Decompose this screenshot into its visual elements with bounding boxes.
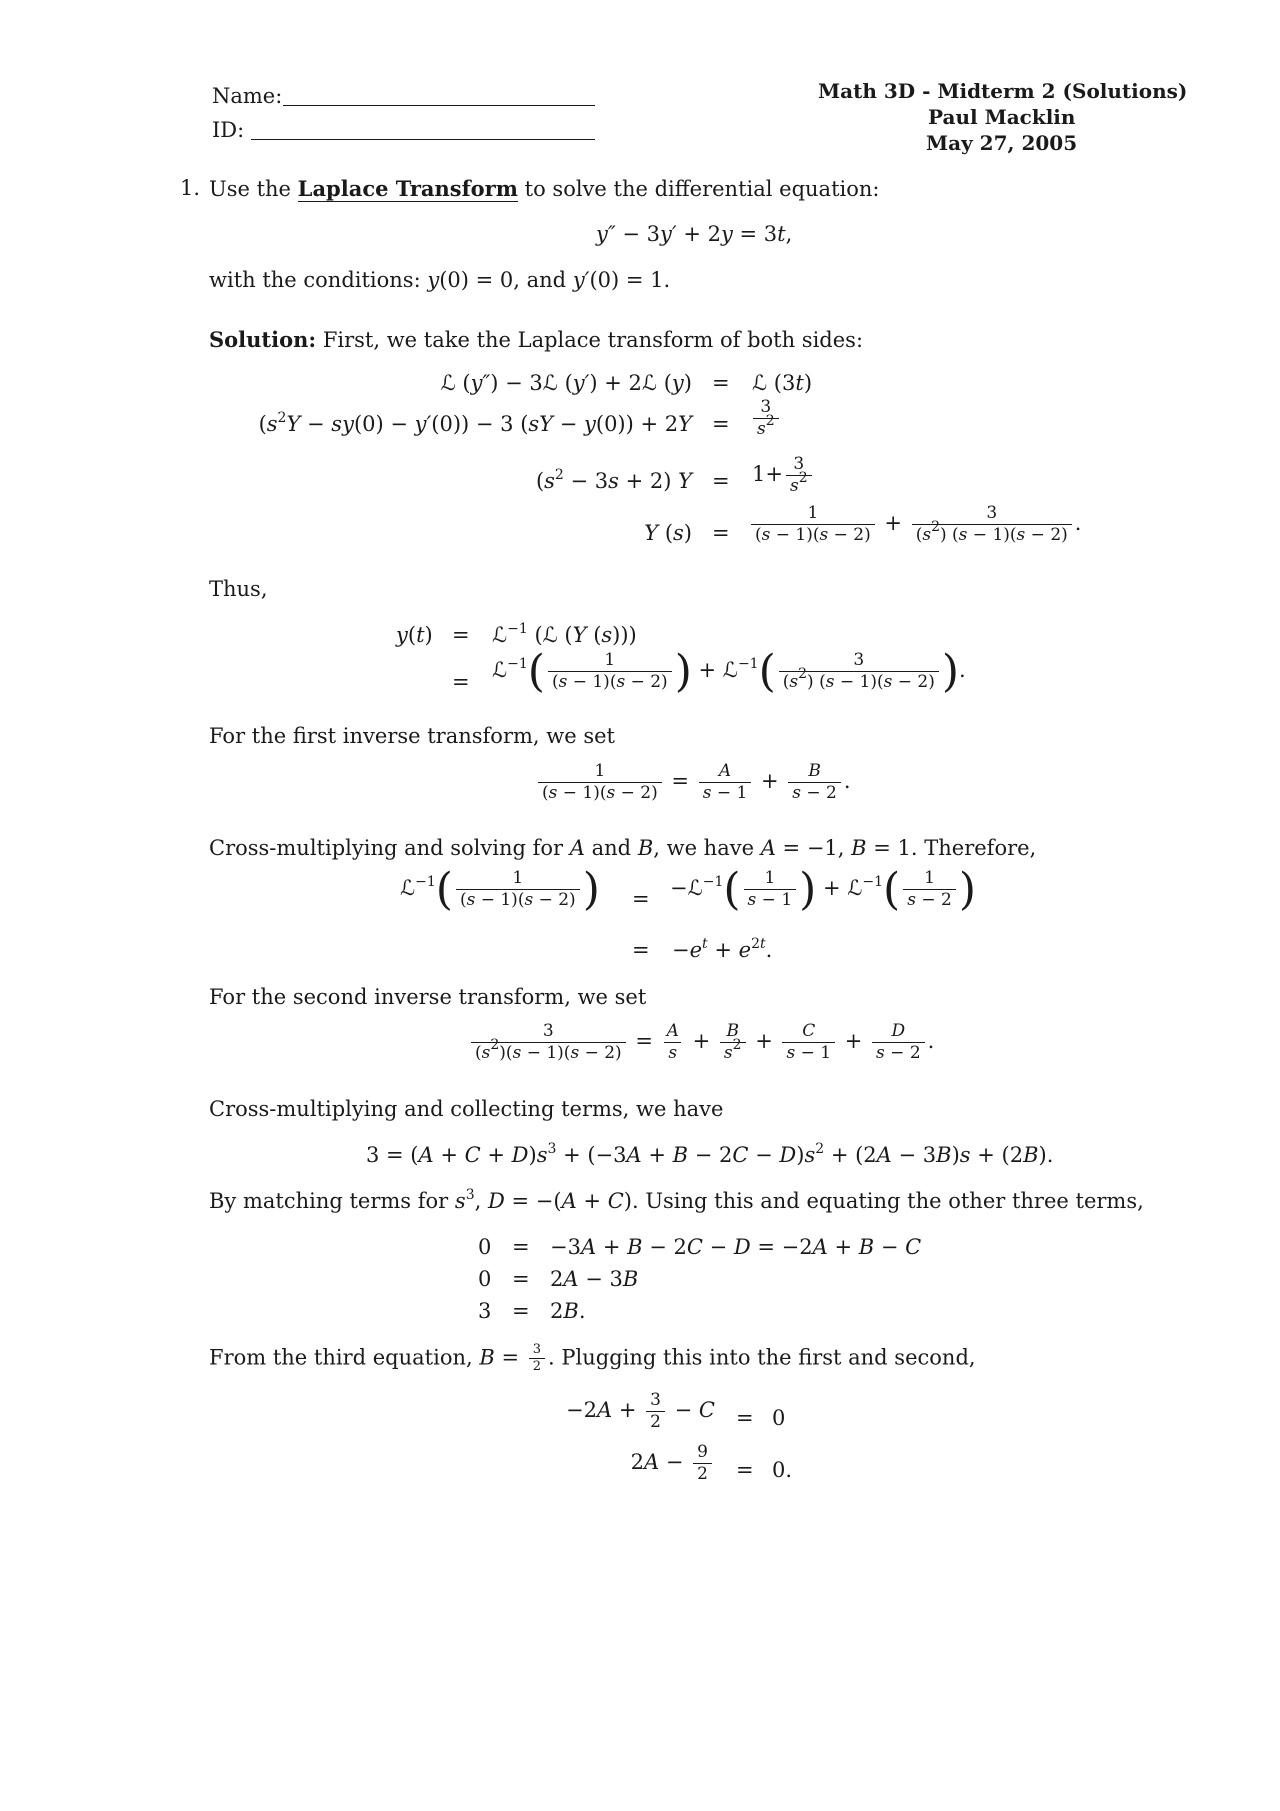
second-inverse-text: For the second inverse transform, we set bbox=[209, 985, 647, 1009]
align3-rhs1: −ℒ$^{-1}$( $\frac{1}{s - 1}$ ) + ℒ$^{-1}$( $\frac{1}{s - 2}$ ) bbox=[670, 864, 976, 915]
solution-intro-text: First, we take the Laplace transform of both sides: bbox=[322, 328, 864, 352]
align3-eq1: = bbox=[632, 887, 650, 911]
solution-intro bbox=[209, 327, 863, 352]
align2-rhs1: ℒ$^{-1}$ (ℒ (Y (s))) bbox=[492, 621, 637, 647]
course-title: Math 3D - Midterm 2 (Solutions) bbox=[818, 79, 1188, 103]
align1-rhs2: $\frac{3}{s^2}$ bbox=[750, 398, 782, 439]
partial-fraction-1: $\frac{1}{(s - 1)(s - 2)}$ = $\frac{A}{s - 1}$ + $\frac{B}{s - 2}$ . bbox=[535, 762, 851, 803]
partial-fraction-2: $\frac{3}{(s^2)(s - 1)(s - 2)}$ = $\frac{A}{s}$ + $\frac{B}{s^2}$ + $\frac{C}{s - 1}$ + $\frac{D}{s - 2}$ . bbox=[468, 1022, 934, 1063]
id-field[interactable] bbox=[251, 139, 595, 140]
exam-date: May 27, 2005 bbox=[926, 131, 1078, 155]
align1-eq2: = bbox=[712, 412, 730, 436]
system-eq3: = bbox=[512, 1299, 530, 1323]
align3-rhs2: $-e^t + e^{2t}$. bbox=[672, 936, 773, 962]
align1-rhs3: 1+ $\frac{3}{s^2}$ bbox=[752, 455, 815, 496]
third-equation-text: From the third equation, B = $\frac{3}{2}$ . Plugging this into the first and second, bbox=[209, 1342, 976, 1374]
cross-multiply-1: Cross-multiplying and solving for A and B, we have A = −1, B = 1. Therefore, bbox=[209, 836, 1037, 860]
system-eq2: = bbox=[512, 1267, 530, 1291]
system-eq1: = bbox=[512, 1235, 530, 1259]
cross1-therefore: Therefore, bbox=[924, 836, 1037, 860]
align2-rhs2: ℒ$^{-1}$( $\frac{1}{(s - 1)(s - 2)}$ ) + ℒ$^{-1}$( $\frac{3}{(s^2) (s - 1)(s - 2)}$ ). bbox=[492, 646, 966, 697]
align1-lhs2: $(s^2Y - sy(0) - y'(0)) - 3$ (sY − y(0)) + 2Y bbox=[258, 410, 692, 436]
final-lhs2: 2A − $\frac{9}{2}$ bbox=[631, 1443, 715, 1484]
cross1-we-have: , we have bbox=[653, 836, 755, 860]
problem-intro-bold: Laplace Transform bbox=[297, 176, 518, 201]
matching-terms: By matching terms for $s^3$, D = −(A + C). Using this and equating the other three terms, bbox=[209, 1187, 1144, 1213]
align1-lhs4: Y (s) bbox=[644, 521, 692, 545]
align1-eq1: = bbox=[712, 371, 730, 395]
final-eq2: = bbox=[736, 1458, 754, 1482]
align1-lhs1: ℒ (y″) − 3ℒ (y′) + 2ℒ (y) bbox=[440, 371, 692, 395]
conditions-label: with the conditions: bbox=[209, 268, 421, 292]
align1-eq4: = bbox=[712, 521, 730, 545]
system-lhs2: 0 bbox=[478, 1267, 492, 1291]
final-lhs1: −2A + $\frac{3}{2}$ − C bbox=[566, 1390, 715, 1432]
align1-rhs1: ℒ (3t) bbox=[752, 371, 813, 395]
cross-multiply-2: Cross-multiplying and collecting terms, we have bbox=[209, 1097, 724, 1121]
first-inverse-text: For the first inverse transform, we set bbox=[209, 724, 615, 748]
align2-lhs1: y(t) bbox=[396, 623, 433, 647]
matching-post: Using this and equating the other three terms, bbox=[645, 1189, 1144, 1213]
third-post: Plugging this into the first and second, bbox=[561, 1345, 976, 1370]
system-lhs3: 3 bbox=[478, 1299, 492, 1323]
system-rhs1: −3A + B − 2C − D = −2A + B − C bbox=[550, 1235, 922, 1259]
align1-eq3: = bbox=[712, 469, 730, 493]
matching-pre: By matching terms for bbox=[209, 1189, 449, 1213]
align3-eq2: = bbox=[632, 938, 650, 962]
author-name: Paul Macklin bbox=[928, 105, 1076, 129]
id-label: ID: bbox=[212, 118, 245, 142]
problem-intro bbox=[209, 176, 879, 201]
system-lhs1: 0 bbox=[478, 1235, 492, 1259]
align1-rhs4: $\frac{1}{(s - 1)(s - 2)}$ + $\frac{3}{(s^2) (s - 1)(s - 2)}$ . bbox=[748, 504, 1081, 545]
solution-label: Solution: bbox=[209, 327, 317, 352]
problem-intro-pre: Use the bbox=[209, 177, 291, 201]
cross1-and: and bbox=[591, 836, 632, 860]
collected-equation: $3 = (A + C + D)s^3 + (-3A + B - 2C - D)s^2 + (2A - 3B)s + (2B)$. bbox=[366, 1141, 1054, 1167]
final-rhs1: 0 bbox=[772, 1406, 786, 1430]
problem-number: 1. bbox=[180, 176, 201, 200]
name-field[interactable] bbox=[283, 105, 595, 106]
align2-eq1: = bbox=[452, 623, 470, 647]
final-rhs2: 0. bbox=[772, 1458, 793, 1482]
differential-equation: y″ − 3y′ + 2y = 3t, bbox=[596, 222, 793, 246]
final-eq1: = bbox=[736, 1406, 754, 1430]
cross1-text: Cross-multiplying and solving for bbox=[209, 836, 564, 860]
system-rhs2: 2A − 3B bbox=[550, 1267, 639, 1291]
align1-lhs3: $(s^2 - 3s + 2)$ Y bbox=[535, 467, 692, 493]
name-label: Name: bbox=[212, 84, 283, 108]
third-pre: From the third equation, bbox=[209, 1345, 473, 1370]
align3-lhs: ℒ$^{-1}$( $\frac{1}{(s - 1)(s - 2)}$ ) bbox=[400, 864, 600, 915]
system-rhs3: 2B. bbox=[550, 1299, 586, 1323]
initial-conditions: with the conditions: y(0) = 0, and y′(0) = 1. bbox=[209, 268, 671, 292]
align2-eq2: = bbox=[452, 670, 470, 694]
problem-intro-post: to solve the differential equation: bbox=[524, 177, 880, 201]
thus-text: Thus, bbox=[209, 577, 268, 601]
